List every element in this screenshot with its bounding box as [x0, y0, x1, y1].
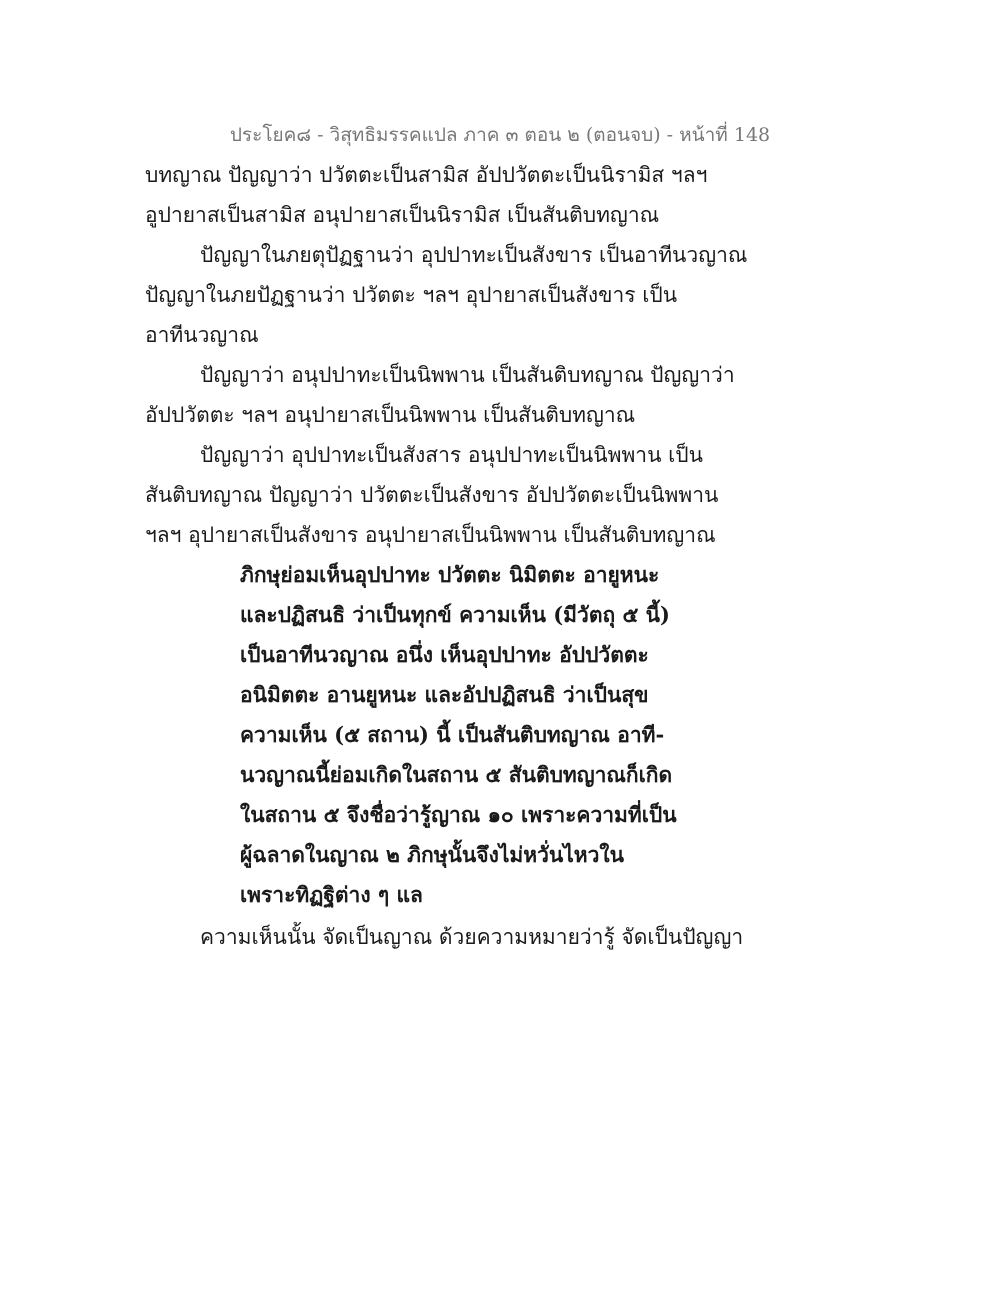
verse-line: ผู้ฉลาดในญาณ ๒ ภิกษุนั้นจึงไม่หวั่นไหวใน: [240, 842, 625, 867]
body-line: อาทีนวญาณ: [145, 323, 259, 347]
body-line: ปัญญาในภยตุปัฏฐานว่า อุปปาทะเป็นสังขาร เป็นอาทีนวญาณ: [200, 243, 748, 267]
verse-line: ภิกษุย่อมเห็นอุปปาทะ ปวัตตะ นิมิตตะ อายูหนะ: [240, 562, 660, 587]
verse-line: ในสถาน ๕ จึงชื่อว่ารู้ญาณ ๑๐ เพราะความที่เป็น: [240, 802, 677, 827]
body-line: บทญาณ ปัญญาว่า ปวัตตะเป็นสามิส อัปปวัตตะเป็นนิรามิส ฯลฯ: [145, 163, 708, 187]
closing-line: ความเห็นนั้น จัดเป็นญาณ ด้วยความหมายว่ารู้ จัดเป็นปัญญา: [200, 925, 744, 949]
verse-line: และปฏิสนธิ ว่าเป็นทุกข์ ความเห็น (มีวัตถุ ๕ นี้): [240, 602, 670, 627]
body-line: ปัญญาว่า อนุปปาทะเป็นนิพพาน เป็นสันติบทญาณ ปัญญาว่า: [200, 363, 735, 387]
body-line: ปัญญาในภยปัฏฐานว่า ปวัตตะ ฯลฯ อุปายาสเป็นสังขาร เป็น: [145, 283, 678, 307]
header-text: ประโยค๘ - วิสุทธิมรรคแปล ภาค ๓ ตอน ๒ (ตอนจบ) - หน้าที่ 148: [229, 124, 771, 146]
body-line: สันติบทญาณ ปัญญาว่า ปวัตตะเป็นสังขาร อัปปวัตตะเป็นนิพพาน: [145, 483, 719, 507]
body-line: อัปปวัตตะ ฯลฯ อนุปายาสเป็นนิพพาน เป็นสันติบทญาณ: [145, 403, 636, 427]
body-line: ฯลฯ อุปายาสเป็นสังขาร อนุปายาสเป็นนิพพาน เป็นสันติบทญาณ: [145, 523, 716, 547]
page-header: [0, 120, 1000, 150]
body-line: ปัญญาว่า อุปปาทะเป็นสังสาร อนุปปาทะเป็นนิพพาน เป็น: [200, 443, 703, 467]
verse-line: ความเห็น (๕ สถาน) นี้ เป็นสันติบทญาณ อาที-: [240, 722, 665, 747]
body-line: อูปายาสเป็นสามิส อนุปายาสเป็นนิรามิส เป็นสันติบทญาณ: [145, 203, 660, 227]
verse-line: เพราะทิฏฐิต่าง ๆ แล: [240, 882, 423, 907]
verse-line: นวญาณนี้ย่อมเกิดในสถาน ๕ สันติบทญาณก็เกิด: [240, 762, 673, 787]
verse-line: อนิมิตตะ อานยูหนะ และอัปปฏิสนธิ ว่าเป็นสุข: [240, 682, 649, 707]
verse-line: เป็นอาทีนวญาณ อนึ่ง เห็นอุปปาทะ อัปปวัตตะ: [240, 642, 649, 667]
